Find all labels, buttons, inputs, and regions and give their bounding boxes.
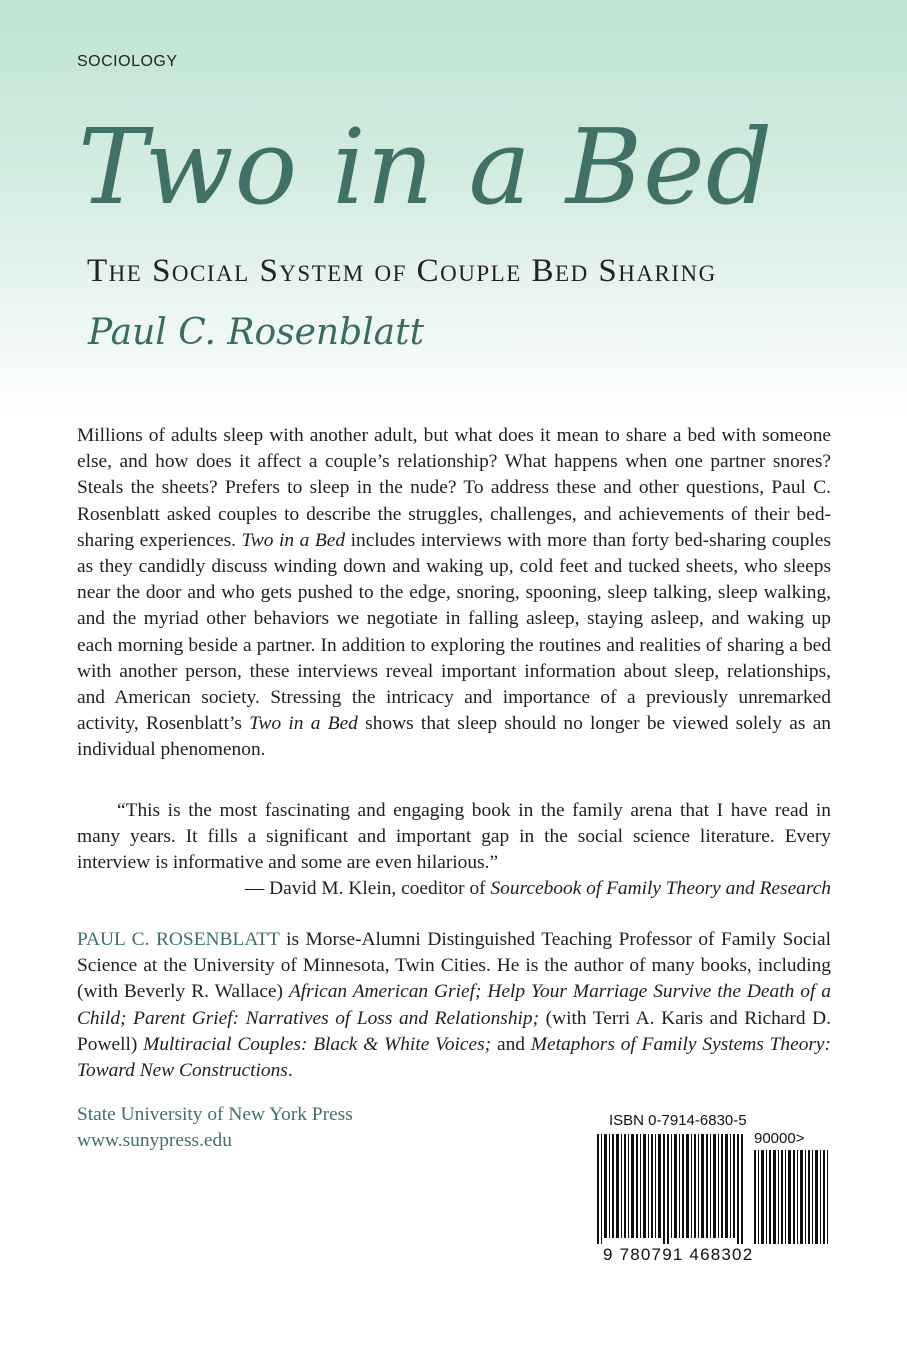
book-reference: Multiracial Couples: Black & White Voices; [143,1033,492,1055]
endorsement-attribution [77,876,831,902]
description-part-3: shows that sleep should no longer be viewed solely as an individual phenomenon. [77,713,831,761]
book-reference: Parent Grief: Narratives of Loss and Relationship; [133,1007,540,1029]
book-title: Two in a Bed [78,106,774,228]
attribution-prefix: — David M. Klein, coeditor of [244,878,486,899]
bio-name: PAUL C. ROSENBLATT [77,929,280,950]
book-subtitle: The Social System of Couple Bed Sharing [87,253,717,289]
title-reference: Two in a Bed [241,529,346,551]
description-part-2: includes interviews with more than forty bed-sharing couples as they candidly discuss winding down and waking up, cold feet and tucked sheets, who sleeps near the door and who gets pushed to the edge, snoring, spooning, sleep talking, sleep walking, and the myriad other behaviors we negotiate in falling asleep, staying asleep, and waking up each morning beside a partner. In addition to exploring the routines and realities of sharing a bed with another person, these interviews reveal important information about sleep, relationships, and American society. Stressing the intricacy and importance of a previously unremarked activity, Rosenblatt’s [77,529,831,735]
category-label: SOCIOLOGY [77,53,178,70]
description-part-1: Millions of adults sleep with another adult, but what does it mean to share a bed with someone else, and how does it affect a couple’s relationship? What happens when one partner snores? Steals the sheets? Prefers to sleep in the nude? To address these and other questions, Paul C. Rosenblatt asked couples to describe the struggles, challenges, and achievements of their bed-sharing experiences. [77,425,831,551]
price-code: 90000> [754,1130,805,1147]
publisher-url: www.sunypress.edu [77,1130,232,1151]
book-reference: Help Your Marriage Survive the Death of a Child; [77,981,831,1029]
bio-text: . [287,1060,293,1082]
bio-text: is Morse-Alumni Distinguished Teaching Professor of Family Social Science at the University of Minnesota, Twin Cities. He is the author of many books, including (with Beverly R. Wallace) [77,929,831,1003]
bio-text: (with Terri A. Karis and Richard D. Powell) [77,1007,831,1055]
barcode-bars-main [595,1134,745,1244]
book-reference: African American Grief; [288,981,482,1003]
publisher-name: State University of New York Press [77,1104,353,1125]
barcode [595,1112,831,1272]
attribution-work: Sourcebook of Family Theory and Research [490,878,831,899]
isbn-digits: 9 780791 468302 [603,1245,754,1264]
author-name: Paul C. Rosenblatt [88,312,425,353]
endorsement-quote: “This is the most fascinating and engaging book in the family arena that I have read in many years. It fills a significant and important gap in the social science literature. Every interview is informative and some are even hilarious.” [77,800,831,873]
book-reference: Metaphors of Family Systems Theory: Toward New Constructions [77,1033,831,1082]
author-bio [77,927,831,1084]
barcode-bars-addon [753,1150,829,1244]
isbn-label: ISBN 0-7914-6830-5 [609,1112,747,1129]
description [77,423,831,764]
title-reference: Two in a Bed [249,713,358,735]
publisher-info [77,1102,353,1154]
bio-text: and [497,1033,525,1055]
